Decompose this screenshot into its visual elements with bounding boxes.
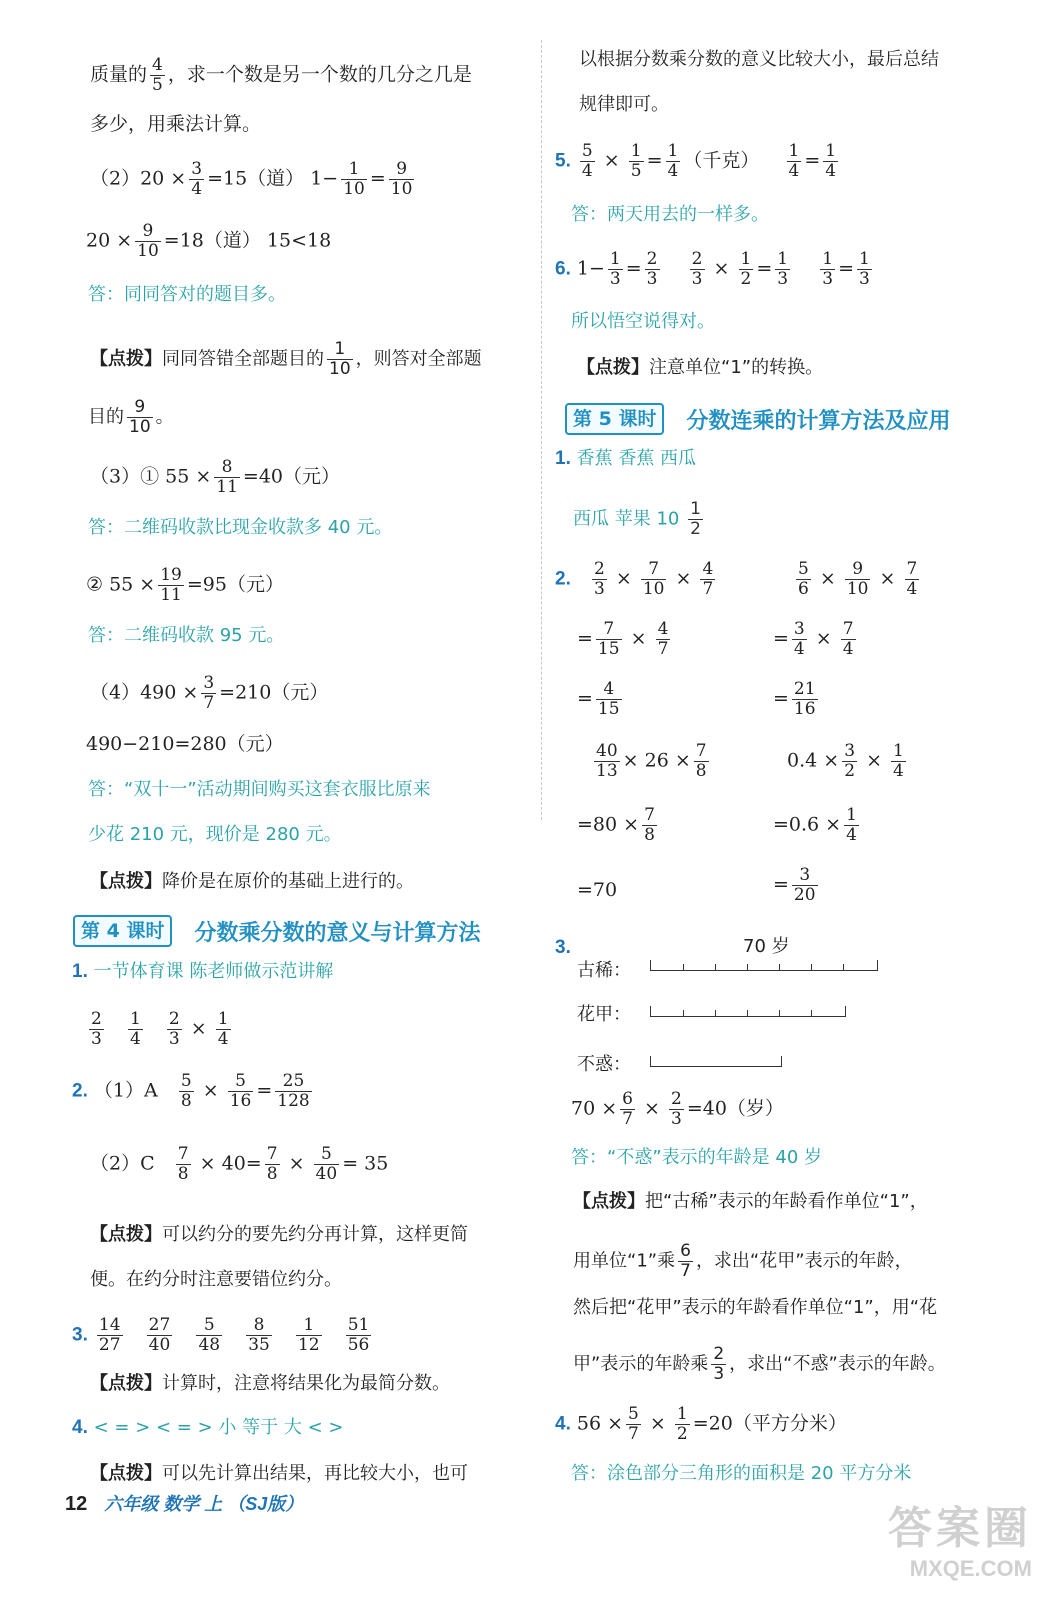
guxi-bar [650, 960, 878, 971]
text: = [577, 687, 593, 710]
text: 甲”表示的年龄乘 [573, 1353, 709, 1375]
years-label: 70 岁 [743, 936, 790, 957]
lesson-title: 分数乘分数的意义与计算方法 [194, 920, 481, 946]
math-line [555, 1405, 847, 1444]
fraction: $\frac{1}{4}$ [788, 141, 800, 181]
math-line [773, 866, 821, 905]
fraction: $\frac{27}{40}$ [148, 1315, 171, 1355]
text: 西瓜 苹果 10 [573, 508, 680, 530]
tip-line [90, 1372, 450, 1396]
fraction: $\frac{1}{3}$ [777, 249, 789, 289]
fraction: $\frac{1}{4}$ [129, 1009, 141, 1049]
text: × [288, 1152, 305, 1175]
answer-text: 答：“双十一”活动期间购买这套衣服比原来 [88, 779, 431, 800]
fraction: $\frac{3}{20}$ [793, 865, 816, 905]
fraction: $\frac{6}{7}$ [680, 1241, 691, 1281]
fraction: $\frac{51}{56}$ [347, 1315, 370, 1355]
math-line [773, 806, 862, 845]
fraction: $\frac{2}{3}$ [713, 1344, 725, 1384]
text: 降价是在原价的基础上进行的。 [162, 871, 414, 892]
text: × [615, 567, 632, 590]
tick [747, 1010, 748, 1016]
text-line: 多少，用乘法计算。 [90, 113, 262, 135]
fraction: $\frac{5}{6}$ [798, 559, 809, 599]
fraction: $\frac{4}{5}$ [152, 55, 163, 95]
text: × [630, 627, 647, 650]
text: ，求一个数是另一个数的几分之几是 [167, 63, 472, 86]
math-line [555, 560, 718, 599]
text: = [646, 149, 663, 172]
question-number: 1. [555, 448, 571, 469]
tip-tag: 【点拨】 [90, 1224, 162, 1245]
text: = [756, 257, 773, 280]
text-line [90, 56, 472, 95]
fraction: $\frac{4}{7}$ [657, 619, 669, 659]
text: 56 × [576, 1412, 624, 1435]
tip-tag: 【点拨】 [573, 1191, 645, 1212]
fraction: $\frac{9}{10}$ [137, 221, 159, 261]
text: = [804, 149, 821, 172]
answer-line [573, 500, 706, 539]
text: 0.4 × [787, 749, 840, 772]
text: × 26 × [622, 749, 691, 772]
answer-text: 答：涂色部分三角形的面积是 20 平方分米 [571, 1463, 912, 1484]
tick [715, 964, 716, 970]
text: 一节体育课 陈老师做示范讲解 [93, 961, 334, 982]
text: （千克） [683, 149, 760, 172]
fraction: $\frac{1}{4}$ [667, 141, 679, 181]
fraction: $\frac{1}{4}$ [825, 141, 837, 181]
fraction: $\frac{5}{7}$ [628, 1404, 639, 1444]
answer-line [555, 447, 696, 471]
text: × [603, 149, 620, 172]
text: 1− [576, 257, 605, 280]
math-line [773, 680, 821, 719]
answer-line [72, 960, 333, 984]
fraction: $\frac{7}{10}$ [642, 559, 665, 599]
answer-line [72, 1416, 343, 1440]
answer-text: 答：二维码收款比现金收款多 40 元。 [88, 517, 393, 538]
fraction: $\frac{7}{8}$ [177, 1144, 189, 1184]
tip-line [90, 1462, 468, 1486]
fraction: $\frac{7}{4}$ [842, 619, 854, 659]
question-number: 6. [555, 258, 571, 280]
text: 70 × [571, 1097, 618, 1120]
text: ，则答对全部题 [355, 348, 482, 370]
text: （4）490 × [90, 681, 199, 704]
math-line [577, 680, 625, 719]
text: =40（岁） [686, 1097, 784, 1120]
fraction: $\frac{9}{10}$ [129, 397, 151, 437]
question-number: 5. [555, 150, 571, 172]
fraction: $\frac{3}{4}$ [793, 619, 805, 659]
answer-text: 答：“不惑”表示的年龄是 40 岁 [571, 1147, 822, 1168]
math-line [90, 458, 340, 497]
lesson-heading [565, 403, 950, 435]
answer-text: 答：二维码收款 95 元。 [88, 625, 285, 646]
text: 可以先计算出结果，再比较大小，也可 [162, 1463, 468, 1484]
answer-text: 答：两天用去的一样多。 [571, 204, 769, 225]
text: 把“古稀”表示的年龄看作单位“1”， [645, 1191, 928, 1212]
question-number: 1. [72, 961, 88, 982]
text: （1）A [93, 1079, 158, 1102]
fraction: $\frac{1}{4}$ [217, 1009, 229, 1049]
text: × [190, 1017, 207, 1040]
tick [843, 964, 844, 970]
huajia-label: 花甲： [577, 1004, 631, 1025]
fraction: $\frac{1}{3}$ [859, 249, 870, 289]
fraction: $\frac{1}{4}$ [846, 805, 857, 845]
math-line [591, 742, 712, 781]
page-number: 12 [65, 1493, 88, 1515]
math-line [90, 674, 328, 713]
answer-text: 答：同同答对的题目多。 [88, 284, 286, 305]
text: × [866, 749, 882, 772]
question-number: 4. [555, 1413, 571, 1435]
fraction: $\frac{8}{11}$ [216, 457, 238, 497]
text: 。 [155, 406, 174, 428]
fraction: $\frac{1}{3}$ [609, 249, 621, 289]
fraction: $\frac{5}{16}$ [229, 1071, 252, 1111]
tip-line [573, 1242, 913, 1281]
fraction: $\frac{2}{3}$ [168, 1009, 180, 1049]
fraction: $\frac{1}{4}$ [893, 741, 904, 781]
text: = [838, 257, 855, 280]
tip-line [90, 870, 414, 894]
fraction: $\frac{9}{10}$ [846, 559, 869, 599]
fraction: $\frac{1}{10}$ [343, 159, 365, 199]
fraction: $\frac{25}{128}$ [277, 1071, 310, 1111]
math-line [773, 620, 859, 659]
text: ，求出“不惑”表示的年龄。 [729, 1353, 946, 1375]
fraction: $\frac{5}{8}$ [180, 1071, 192, 1111]
text: （3）① 55 × [90, 465, 212, 488]
math-line [90, 160, 417, 199]
watermark [888, 1492, 1032, 1582]
lesson-heading [73, 915, 480, 947]
fraction: $\frac{7}{8}$ [644, 805, 655, 845]
tick [811, 1010, 812, 1016]
text: × 40= [199, 1152, 262, 1175]
text: 质量的 [90, 63, 148, 86]
tick [683, 964, 684, 970]
fraction: $\frac{7}{15}$ [597, 619, 620, 659]
tip-tag: 【点拨】 [90, 1373, 162, 1394]
fraction: $\frac{6}{7}$ [622, 1089, 633, 1129]
text: = [773, 687, 789, 710]
fraction: $\frac{3}{4}$ [191, 159, 203, 199]
fraction: $\frac{7}{8}$ [266, 1144, 278, 1184]
question-number: 3. [72, 1324, 88, 1346]
math-line [72, 1072, 315, 1111]
math-line [86, 222, 331, 261]
text: =40（元） [242, 465, 341, 488]
lesson-title: 分数连乘的计算方法及应用 [686, 408, 951, 434]
tip-line [90, 340, 482, 379]
lesson-number: 第 4 课时 [73, 915, 172, 947]
tip-line: 然后把“花甲”表示的年龄看作单位“1”，用“花 [573, 1297, 938, 1318]
fraction: $\frac{9}{10}$ [390, 159, 413, 199]
tip-line [573, 1345, 946, 1384]
tick [715, 1010, 716, 1016]
huajia-bar [650, 1006, 846, 1017]
fraction: $\frac{1}{12}$ [297, 1315, 320, 1355]
question-number: 2. [72, 1080, 88, 1102]
fraction: $\frac{2}{3}$ [670, 1089, 682, 1129]
text: =80 × [577, 813, 640, 836]
tip-line: 便。在约分时注意要错位约分。 [90, 1269, 342, 1290]
math-line [86, 566, 284, 605]
fraction: $\frac{40}{13}$ [596, 741, 618, 781]
book-title: 六年级 数学 上 （SJ版） [104, 1494, 304, 1514]
text: × [644, 1097, 660, 1120]
question-number: 3. [555, 937, 571, 958]
tick [747, 964, 748, 970]
fraction: $\frac{14}{27}$ [98, 1315, 121, 1355]
text: = 35 [342, 1152, 389, 1175]
fraction: $\frac{2}{3}$ [593, 559, 605, 599]
text: ，求出“花甲”表示的年龄， [695, 1250, 913, 1272]
text: = [625, 257, 642, 280]
fraction: $\frac{5}{48}$ [198, 1315, 221, 1355]
text: 香蕉 香蕉 西瓜 [576, 448, 697, 469]
fraction: $\frac{19}{11}$ [160, 565, 182, 605]
math-line [555, 250, 875, 289]
text: = [577, 627, 593, 650]
text: × [713, 257, 730, 280]
text: 目的 [88, 406, 124, 428]
fraction: $\frac{2}{3}$ [91, 1009, 102, 1049]
fraction: $\frac{3}{2}$ [844, 741, 856, 781]
text: = [773, 873, 789, 896]
text: 同同答错全部题目的 [162, 348, 324, 370]
tip-line [573, 1190, 928, 1214]
fraction: $\frac{8}{35}$ [248, 1315, 270, 1355]
fraction: $\frac{2}{3}$ [646, 249, 658, 289]
guxi-label: 古稀： [577, 960, 631, 981]
text: × [202, 1079, 219, 1102]
math-line [577, 620, 673, 659]
tick [683, 1010, 684, 1016]
text: =20（平方分米） [692, 1412, 847, 1435]
fraction: $\frac{21}{16}$ [793, 679, 816, 719]
text: 注意单位“1”的转换。 [649, 357, 824, 378]
text: =15（道） 1− [207, 167, 339, 190]
math-line [577, 806, 660, 845]
fraction: $\frac{1}{5}$ [630, 141, 642, 181]
math-line [787, 742, 909, 781]
fraction: $\frac{1}{2}$ [740, 249, 752, 289]
fraction: $\frac{1}{3}$ [822, 249, 834, 289]
text: × [815, 627, 832, 650]
buhuo-label: 不惑： [577, 1054, 631, 1075]
text: ② 55 × [86, 573, 156, 596]
math-line [72, 1316, 374, 1355]
tick [779, 1010, 780, 1016]
text: 可以约分的要先约分再计算，这样更简 [162, 1224, 468, 1245]
fraction: $\frac{1}{2}$ [690, 499, 701, 539]
fraction: $\frac{2}{3}$ [691, 249, 703, 289]
text: 计算时，注意将结果化为最简分数。 [162, 1373, 450, 1394]
page-footer [65, 1490, 303, 1516]
tick [811, 964, 812, 970]
text: × [819, 567, 836, 590]
answer-text: 少花 210 元，现价是 280 元。 [88, 824, 342, 845]
math-line [86, 1010, 234, 1049]
buhuo-bar [650, 1056, 782, 1067]
math-line [793, 560, 922, 599]
text: = [369, 167, 386, 190]
fraction: $\frac{4}{7}$ [702, 559, 714, 599]
fraction: $\frac{5}{40}$ [315, 1144, 338, 1184]
tip-tag: 【点拨】 [90, 1463, 162, 1484]
column-divider [541, 40, 542, 820]
fraction: $\frac{1}{2}$ [676, 1404, 688, 1444]
tip-line [90, 1223, 468, 1247]
text: × [675, 567, 692, 590]
math-line [555, 142, 841, 181]
question-number-line [555, 935, 571, 960]
text: 20 × [86, 229, 133, 252]
tip-tag: 【点拨】 [90, 348, 162, 370]
text: =0.6 × [773, 813, 842, 836]
tip-tag: 【点拨】 [90, 871, 162, 892]
tip-line [88, 398, 174, 437]
question-number: 2. [555, 568, 571, 590]
tip-tag: 【点拨】 [577, 357, 649, 378]
text: × [649, 1412, 666, 1435]
text: = [256, 1079, 273, 1102]
text: =95（元） [186, 573, 284, 596]
math-line [90, 1145, 388, 1184]
fraction: $\frac{1}{10}$ [329, 339, 351, 379]
text: （2）C [90, 1152, 155, 1175]
fraction: $\frac{7}{4}$ [906, 559, 918, 599]
math-line [571, 1090, 784, 1129]
fraction: $\frac{5}{4}$ [581, 141, 593, 181]
math-line: 490−210=280（元） [86, 733, 284, 755]
fraction: $\frac{7}{8}$ [695, 741, 707, 781]
text: < = > < = > 小 等于 大 < > [93, 1417, 344, 1438]
text: =210（元） [219, 681, 329, 704]
fraction: $\frac{4}{15}$ [597, 679, 620, 719]
tip-line: 规律即可。 [579, 94, 669, 115]
text: （2）20 × [90, 167, 187, 190]
lesson-number: 第 5 课时 [565, 403, 664, 435]
watermark-url: MXQE.COM [909, 1556, 1032, 1581]
text: × [879, 567, 896, 590]
watermark-logo: 答案圈 [888, 1504, 1032, 1553]
text: 用单位“1”乘 [573, 1250, 676, 1272]
tick [779, 964, 780, 970]
tip-line [577, 356, 823, 380]
question-number: 4. [72, 1417, 88, 1438]
math-line: =70 [577, 879, 618, 901]
fraction: $\frac{3}{7}$ [203, 673, 215, 713]
text: = [773, 627, 789, 650]
answer-text: 所以悟空说得对。 [571, 311, 715, 332]
tip-line: 以根据分数乘分数的意义比较大小，最后总结 [579, 49, 939, 70]
text: =18（道） 15<18 [163, 229, 332, 252]
